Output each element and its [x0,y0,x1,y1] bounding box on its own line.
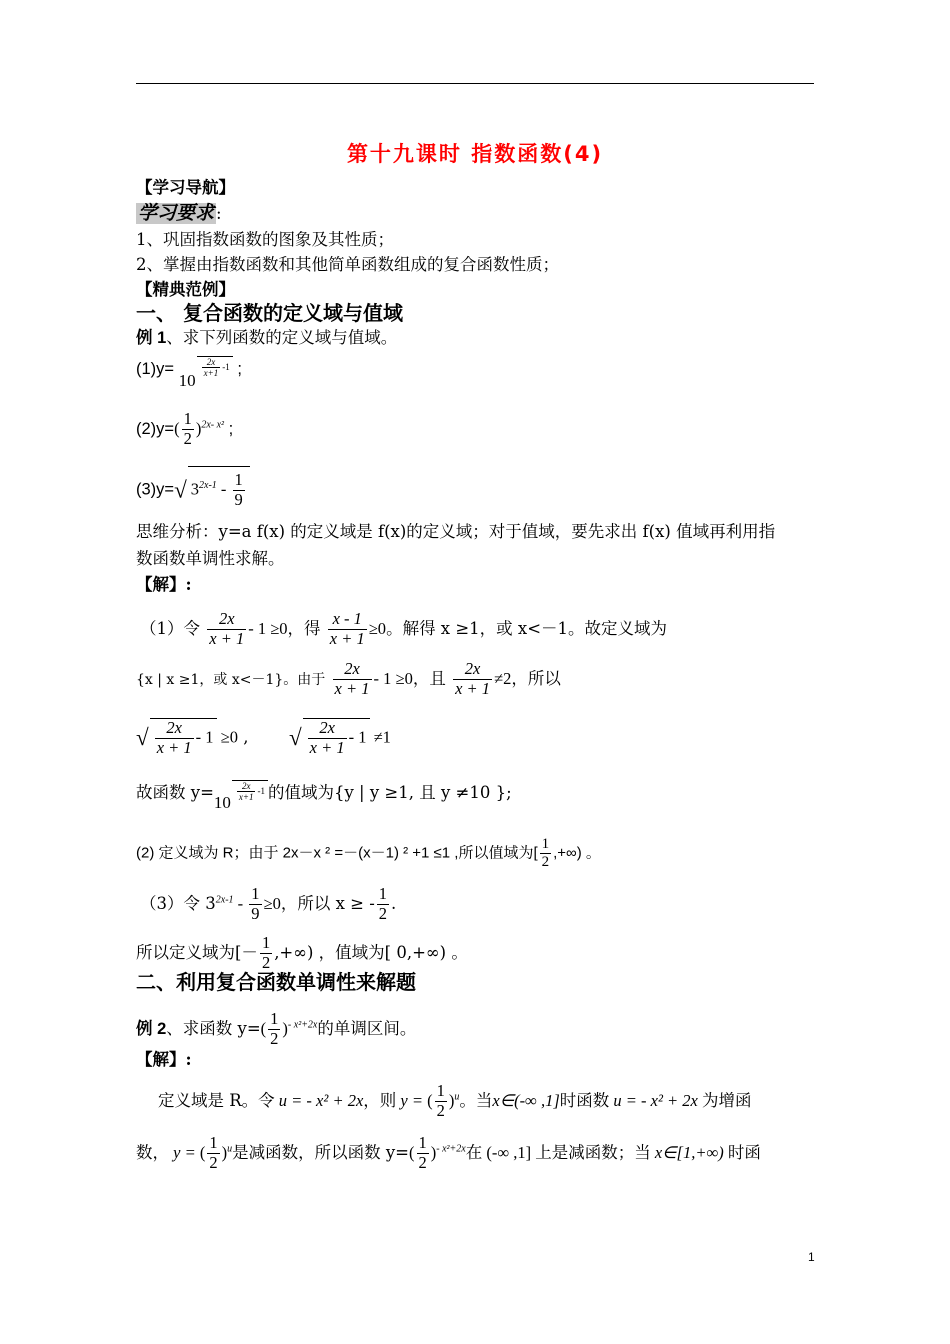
example-2: 例 2、求函数 y=( $\frac{1}{2}$ )$^{- x^2+2x}$的单调区间。 [136,1009,417,1048]
solution-label-2: 【解】: [136,1050,192,1069]
solution-4: 所以定义域为[－ $\frac{1}{2}$ ,+∞) ，值域为[ 0,+∞) 。 [136,933,468,972]
requirement-line [136,204,222,223]
solution-1-line-4: 故函数 y=10 $\frac{2x}{x+1}$ -1 的值域为{y | y ≥1, 且 y ≠10 }; [136,781,512,812]
solution-1-line-1: （1）令 $\frac{2x}{x + 1}$ - 1 ≥0，得 $\frac{x - 1}{x + 1}$ ≥0。解得 x ≥1，或 x<－1。故定义域为 [140,609,668,648]
s4-a: 所以定义域为[－ [136,942,258,962]
example-2-text-a: 、求函数 y= [166,1018,261,1038]
e2-l2b: 是减函数，所以函数 y= [232,1142,409,1162]
s1-part3: 。解得 x ≥1，或 x<－1。故定义域为 [386,618,668,638]
s1-line2a: {x | x ≥1，或 x<－1}。由于 [136,671,326,688]
problem-3: (3)y=√ $3^{2x-1}$ - $\frac{1}{9}$ [136,466,250,510]
problem-2-prefix: (2)y= [136,419,175,438]
page-number: 1 [808,1250,815,1264]
e2-l1a: 定义域是 R。令 [158,1090,275,1110]
solution-1-line-2: {x | x ≥1，或 x<－1}。由于 $\frac{2x}{x + 1}$ - 1 ≥0，且 $\frac{2x}{x + 1}$ ≠2，所以 [136,659,561,698]
example-2-line-2: 数， y = ( $\frac{1}{2}$ )$^u$是减函数，所以函数 y=( $\frac{1}{2}$ )$^{- x^2+2x}$在 (-∞ ,1] 上是减函数；当 x∈[1,+∞) 时函 [136,1133,761,1172]
page-title: 第十九课时 指数函数(4) [346,142,604,166]
s1-part1: （1）令 [140,618,200,638]
header-rule [136,83,814,84]
example-2-text-b: 的单调区间。 [317,1018,417,1038]
s1-line4b: 的值域为{y | y ≥1, 且 y ≠10 }; [267,783,512,802]
example-1-label: 例 1 [136,329,167,347]
e2-l1d: 时函数 [559,1090,610,1110]
example-2-line-1: 定义域是 R。令 u = - x² + 2x，则 y = ( $\frac{1}{2}$ )$^u$。当x∈(-∞ ,1]时函数 u = - x² + 2x 为增函 [158,1081,752,1120]
solution-1-line-3: √ $\frac{2x}{x + 1}$ - 1 ≥0 , √ $\frac{2x}{x + 1}$ - 1 ≠1 [136,718,391,757]
example-1 [136,330,397,347]
problem-1-prefix: (1)y= [136,360,175,378]
requirement-2: 2、掌握由指数函数和其他简单函数组成的复合函数性质； [136,255,559,274]
problem-1: (1)y= 10 $\frac{2x}{x+1}$ -1 ; [136,357,242,390]
analysis-line-2: 数函数单调性求解。 [136,549,285,568]
section-2-heading: 二、利用复合函数单调性来解题 [136,970,416,994]
s1-part2: ，得 [287,618,321,638]
solution-label: 【解】: [136,575,192,594]
e2-l1e: 为增函 [701,1090,752,1110]
s1-line4a: 故函数 y= [136,783,214,802]
problem-3-prefix: (3)y= [136,480,175,499]
s3-b: ，所以 x ≥ - [280,893,375,913]
requirement-1: 1、巩固指数函数的图象及其性质； [136,230,394,249]
examples-heading: 【精典范例】 [136,281,235,299]
e2-l1b: ，则 [363,1090,397,1110]
e2-l2d: 上是减函数；当 [535,1142,651,1162]
example-1-text: 、求下列函数的定义域与值域。 [166,328,398,347]
e2-l2c: 在 [465,1142,483,1162]
section-1-heading: 一、 复合函数的定义域与值域 [136,301,403,325]
s1-line2b: ，且 [412,668,446,688]
e2-l2e: 时函 [727,1142,761,1162]
s4-b: ,+∞) ，值域为[ 0,+∞) 。 [274,942,468,962]
solution-3: （3）令 $3^{2x-1}$ - $\frac{1}{9}$ ≥0，所以 x ≥ - $\frac{1}{2}$ . [140,884,397,923]
requirement-label: 学习要求 [138,203,215,224]
requirement-colon: : [216,204,222,223]
example-2-label: 例 2 [136,1019,167,1038]
s3-a: （3）令 3 [140,893,216,913]
nav-heading: 【学习导航】 [136,179,235,197]
solution-2: (2) 定义域为 R；由于 2x－x ² =－(x－1) ² +1 ≤1 ,所以值域为[ $\frac{1}{2}$ ,+∞) 。 [136,836,601,871]
analysis-line-1: 思维分析：y=a f(x) 的定义域是 f(x)的定义域；对于值域，要先求出 f(x) 值域再利用指 [136,522,776,541]
e2-l2a: 数， [136,1142,169,1162]
problem-2: (2)y=( $\frac{1}{2}$ )$^{2x- x^2}$ ; [136,409,234,448]
e2-l1c: 。当 [459,1090,493,1110]
s2-text: (2) 定义域为 R；由于 2x－x ² =－(x－1) ² +1 ≤1 ,所以值域为[ [136,844,538,862]
s1-line2c: ，所以 [511,668,561,688]
s2-end: ,+∞) 。 [553,844,601,862]
